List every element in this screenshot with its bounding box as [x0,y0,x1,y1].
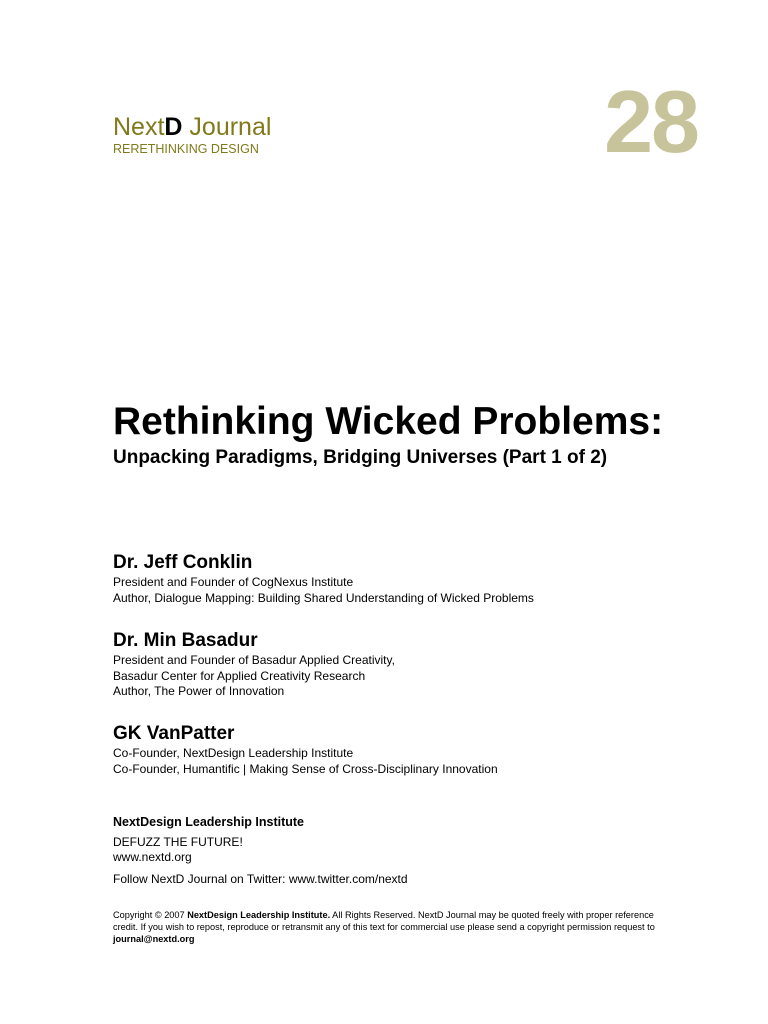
author-role: Co-Founder, Humantific | Making Sense of Cross-Disciplinary Innovation [113,761,498,776]
author-role: President and Founder of CogNexus Institute [113,575,354,589]
copyright-org: NextDesign Leadership Institute. [187,910,331,920]
organization-block [113,815,733,887]
author-name: Dr. Min Basadur [113,630,258,651]
article-subtitle: Unpacking Paradigms, Bridging Universes (Part 1 of 2) [113,447,608,468]
organization-website: www.nextd.org [113,850,192,864]
author-role: Author, The Power of Innovation [113,684,285,698]
author-block-basadur [113,630,733,700]
journal-title-prefix: Next [113,113,165,141]
copyright-notice [113,909,673,945]
author-name: Dr. Jeff Conklin [113,552,253,573]
article-title-block [113,398,753,470]
organization-twitter: Follow NextD Journal on Twitter: www.twitter.com/nextd [113,871,408,886]
author-role: Basadur Center for Applied Creativity Research [113,668,366,683]
article-title: Rethinking Wicked Problems: [113,400,664,443]
author-block-conklin [113,552,733,606]
organization-slogan: DEFUZZ THE FUTURE! [113,834,243,849]
journal-title [113,112,271,142]
issue-number: 28 [604,72,698,171]
author-block-vanpatter [113,723,733,777]
author-role: President and Founder of Basadur Applied Creativity, [113,653,395,667]
author-role: Author, Dialogue Mapping: Building Shared Understanding of Wicked Problems [113,590,534,605]
author-role: Co-Founder, NextDesign Leadership Institute [113,746,354,760]
journal-title-suffix: Journal [182,113,272,141]
organization-name: NextDesign Leadership Institute [113,815,305,829]
author-name: GK VanPatter [113,723,235,744]
copyright-prefix: Copyright © 2007 [113,910,188,920]
journal-tagline: RERETHINKING DESIGN [113,142,259,156]
copyright-email: journal@nextd.org [113,934,195,944]
copyright-body: All Rights Reserved. NextD Journal may be quoted freely with proper reference credit. If you wish to repost, reproduce or retransmit any of this text for commercial use please send a copyright permission request to [113,910,655,932]
journal-title-bold: D [164,113,183,141]
journal-masthead [113,112,271,156]
